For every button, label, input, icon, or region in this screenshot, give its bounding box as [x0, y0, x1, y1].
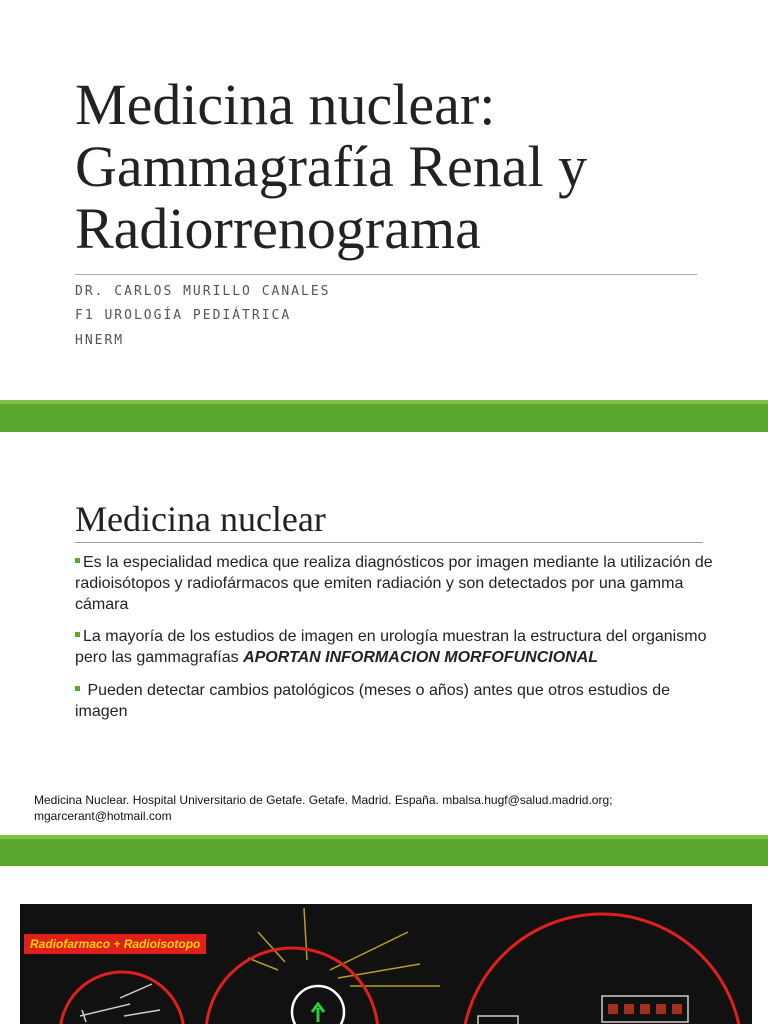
- bullet-square-icon: [75, 632, 80, 637]
- bullet-square-icon: [75, 558, 80, 563]
- bullet-item: [75, 552, 715, 615]
- bullet-text: La mayoría de los estudios de imagen en urología muestran la estructura del organismo pero las gammagrafías: [75, 628, 707, 666]
- slide-title-heading: [75, 74, 735, 260]
- slide-separator: [0, 400, 768, 432]
- bullet-emphasis: APORTAN INFORMACION MORFOFUNCIONAL: [243, 649, 599, 666]
- title-divider: [75, 274, 697, 275]
- slide-title: [0, 0, 768, 400]
- heading-divider: [75, 542, 703, 543]
- diagram-panel: [20, 904, 752, 1024]
- subtitle-role: F1 UROLOGÍA PEDIÁTRICA: [75, 308, 292, 323]
- slide-diagram: [0, 866, 768, 1024]
- slide-heading: Medicina nuclear: [75, 499, 326, 539]
- subtitle-author: DR. CARLOS MURILLO CANALES: [75, 284, 331, 299]
- diagram-illustration: [20, 904, 752, 1024]
- subtitle-institution: HNERM: [75, 333, 125, 348]
- title-line: Medicina nuclear:: [75, 72, 496, 137]
- bullet-item: [75, 626, 715, 668]
- bullet-text: Es la especialidad medica que realiza diagnósticos por imagen mediante la utilización de radioisótopos y radiofármacos que emiten radiación y son detectados por una gamma cámara: [75, 554, 713, 613]
- slide-separator: [0, 835, 768, 866]
- bullet-square-icon: [75, 686, 80, 691]
- title-line: Gammagrafía Renal y: [75, 134, 588, 199]
- title-line: Radiorrenograma: [75, 196, 481, 261]
- source-footnote: Medicina Nuclear. Hospital Universitario de Getafe. Getafe. Madrid. España. mbalsa.hugf@salud.madrid.org; mgarcerant@hotmail.com: [34, 793, 613, 823]
- bullet-item: [75, 680, 715, 722]
- slide-medicina-nuclear: [0, 432, 768, 835]
- radiofarmaco-label: Radiofarmaco + Radioisotopo: [24, 934, 206, 954]
- bullet-text: Pueden detectar cambios patológicos (meses o años) antes que otros estudios de imagen: [75, 682, 671, 720]
